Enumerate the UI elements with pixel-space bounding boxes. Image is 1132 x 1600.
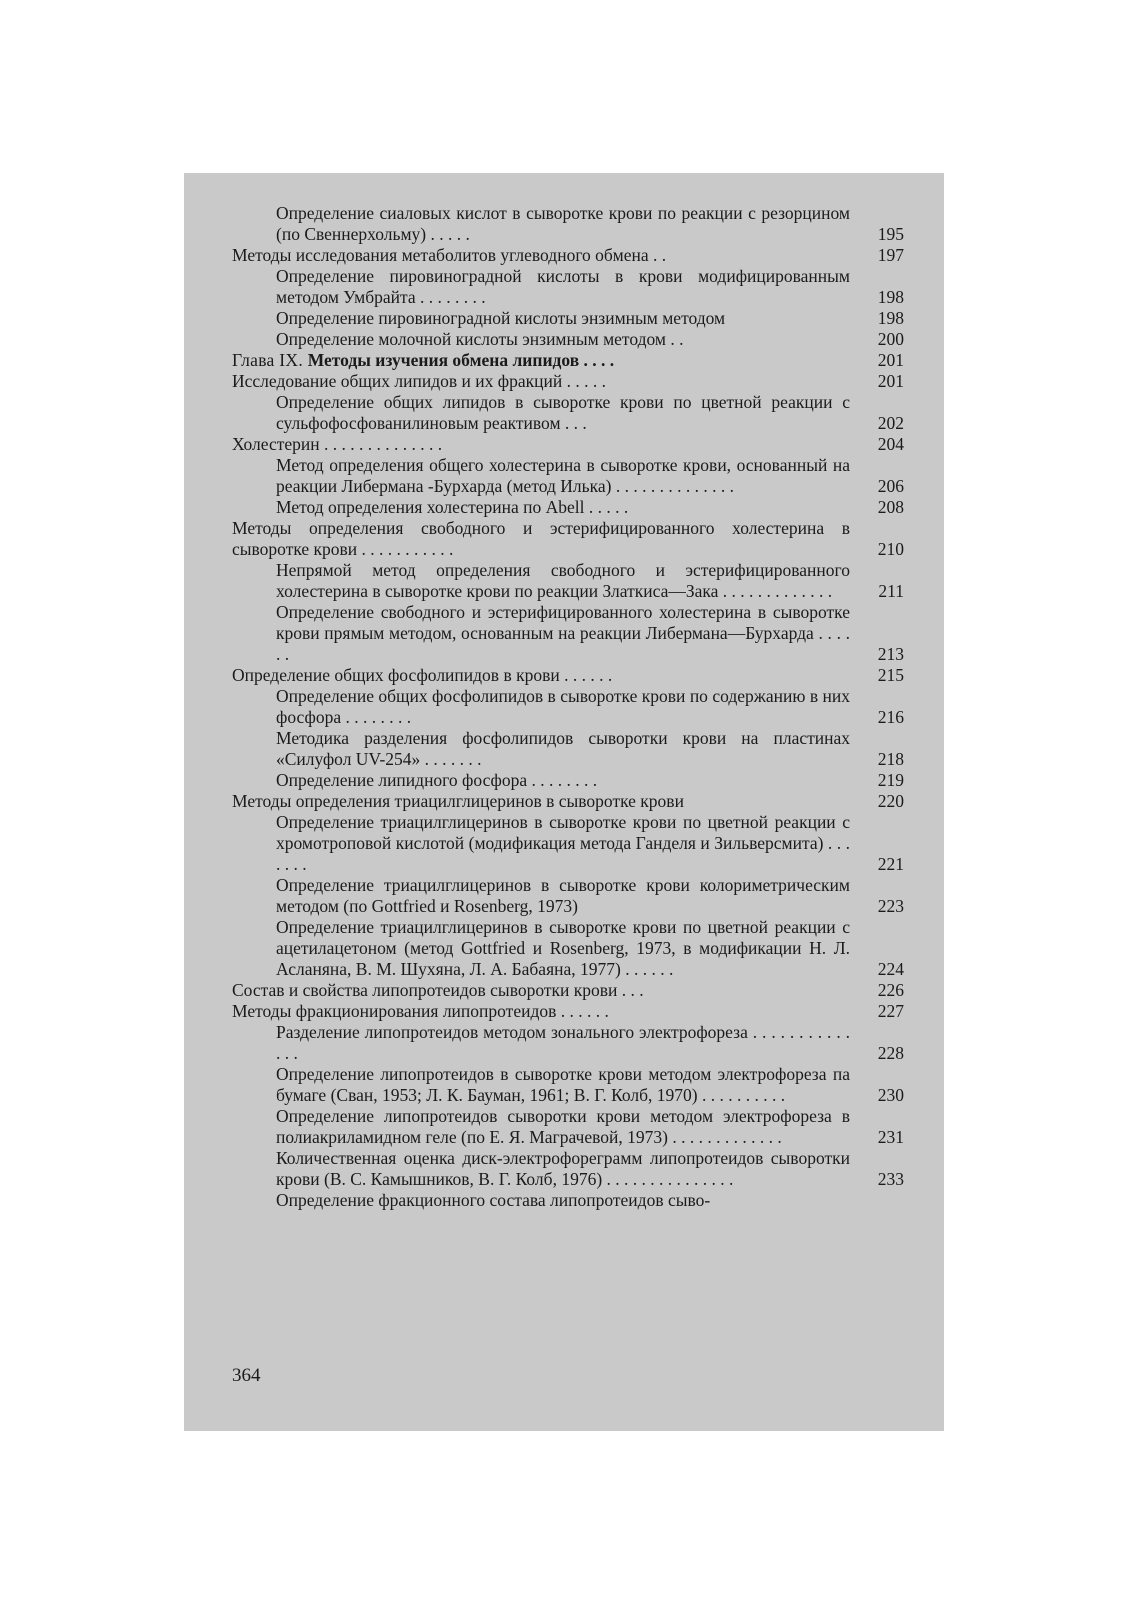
toc-entry-page: 201: [877, 371, 904, 391]
toc-entry-title: Определение молочной кислоты энзимным методом . .: [276, 329, 684, 349]
toc-entry-title: Определение триацилглицеринов в сыворотке крови колориметрическим методом (по Gottfried и Rosenberg, 1973): [276, 875, 850, 916]
toc-entry-title: Непрямой метод определения свободного и эстерифицированного холестерина в сыворотке крови по реакции Златкиса—Зака . . . . . . . . . . . . .: [276, 560, 850, 601]
toc-entry-page: 233: [877, 1169, 904, 1189]
toc-entry-title: Определение фракционного состава липопротеидов сыво-: [276, 1190, 711, 1210]
toc-entry-page: 228: [877, 1043, 904, 1063]
toc-entry-page: 195: [877, 224, 904, 244]
toc-entry-page: 213: [877, 644, 904, 664]
toc-entry-title: Определение пировиноградной кислоты энзимным методом: [276, 308, 726, 328]
toc-entry: [232, 791, 904, 812]
toc-entry-title: Методы определения свободного и эстерифицированного холестерина в сыворотке крови . . . . . . . . . . .: [232, 518, 850, 559]
toc-entry-title: Состав и свойства липопротеидов сыворотки крови . . .: [232, 980, 644, 1000]
toc-entry-page: 218: [877, 749, 904, 769]
toc-entry-title: Методы определения триацилглицеринов в сыворотке крови: [232, 791, 684, 811]
table-of-contents: [232, 203, 904, 1211]
toc-entry: [232, 266, 904, 308]
toc-entry-page: 197: [877, 245, 904, 265]
toc-entry-page: 208: [877, 497, 904, 517]
page-number: 364: [232, 1365, 261, 1386]
toc-entry: [232, 560, 904, 602]
toc-entry-page: 231: [877, 1127, 904, 1147]
toc-entry: [232, 308, 904, 329]
toc-entry-page: 223: [877, 896, 904, 916]
toc-entry: [232, 917, 904, 980]
toc-entry-title: Методы фракционирования липопротеидов . . . . . .: [232, 1001, 609, 1021]
toc-entry-title: Определение липидного фосфора . . . . . . . .: [276, 770, 598, 790]
toc-entry: [232, 1148, 904, 1190]
toc-entry: [232, 665, 904, 686]
toc-entry-title: Определение триацилглицеринов в сыворотке крови по цветной реакции с хромотроповой кислотой (модификация метода Ганделя и Зильверсмита) . . . . . . .: [276, 812, 850, 874]
toc-entry-title: Методика разделения фосфолипидов сыворотки крови на пластинах «Силуфол UV-254» . . . . . . .: [276, 728, 850, 769]
toc-entry-title: Исследование общих липидов и их фракций . . . . .: [232, 371, 606, 391]
toc-entry: [232, 812, 904, 875]
toc-entry-page: 215: [877, 665, 904, 685]
toc-entry: [232, 245, 904, 266]
toc-entry-title: Определение общих фосфолипидов в крови . . . . . .: [232, 665, 613, 685]
toc-entry: [232, 770, 904, 791]
toc-entry: [232, 203, 904, 245]
toc-entry-page: 230: [877, 1085, 904, 1105]
toc-entry: [232, 686, 904, 728]
toc-entry: [232, 392, 904, 434]
toc-entry-title: Количественная оценка диск-электрофореграмм липопротеидов сыворотки крови (В. С. Камышников, В. Г. Колб, 1976) . . . . . . . . . . . . . . .: [276, 1148, 850, 1189]
toc-entry-page: 211: [878, 581, 904, 601]
toc-entry-page: 198: [877, 308, 904, 328]
toc-entry-page: 220: [877, 791, 904, 811]
toc-entry: [232, 518, 904, 560]
toc-entry: [232, 434, 904, 455]
toc-entry-title: Определение общих фосфолипидов в сыворотке крови по содержанию в них фосфора . . . . . . . .: [276, 686, 850, 727]
toc-entry-title: Определение общих липидов в сыворотке крови по цветной реакции с сульфофосфованилиновым реактивом . . .: [276, 392, 850, 433]
toc-entry-title: Определение свободного и эстерифицированного холестерина в сыворотке крови прямым методом, основанным на реакции Либермана—Бурхарда . . . . . .: [276, 602, 850, 664]
toc-entry-page: 221: [877, 854, 904, 874]
chapter-label: Глава IX.: [232, 350, 304, 370]
toc-entry-title: Определение триацилглицеринов в сыворотке крови по цветной реакции с ацетилацетоном (метод Gottfried и Rosenberg, 1973, в модификации Н. Л. Асланяна, В. М. Шухяна, Л. А. Бабаяна, 1977) . . . . . .: [276, 917, 850, 979]
toc-entry-page: 210: [877, 539, 904, 559]
toc-entry: [232, 728, 904, 770]
toc-entry-page: 224: [877, 959, 904, 979]
toc-entry: [232, 602, 904, 665]
book-page: [184, 173, 944, 1431]
toc-entry: [232, 980, 904, 1001]
toc-entry-page: 204: [877, 434, 904, 454]
toc-entry-title: Холестерин . . . . . . . . . . . . . .: [232, 434, 443, 454]
toc-entry: [232, 1022, 904, 1064]
toc-entry-title: Определение пировиноградной кислоты в крови модифицированным методом Умбрайта . . . . . . . .: [276, 266, 850, 307]
toc-entry-title: Метод определения общего холестерина в сыворотке крови, основанный на реакции Либермана -Бурхарда (метод Илька) . . . . . . . . . . . . . .: [276, 455, 850, 496]
toc-entry-page: 200: [877, 329, 904, 349]
toc-entry: [232, 1064, 904, 1106]
toc-entry: [232, 497, 904, 518]
toc-entry-title: Определение липопротеидов в сыворотке крови методом электрофореза па бумаге (Сван, 1953; Л. К. Бауман, 1961; В. Г. Колб, 1970) . . . . . . . . . .: [276, 1064, 850, 1105]
toc-entry-title: Методы исследования метаболитов углеводного обмена . .: [232, 245, 667, 265]
toc-entry-page: 206: [877, 476, 904, 496]
toc-entry-page: 227: [877, 1001, 904, 1021]
toc-entry: [232, 875, 904, 917]
toc-entry-page: 202: [877, 413, 904, 433]
toc-entry-page: 219: [877, 770, 904, 790]
toc-entry: [232, 1190, 904, 1211]
toc-entry-page: 198: [877, 287, 904, 307]
toc-entry-page: 226: [877, 980, 904, 1000]
toc-entry: [232, 455, 904, 497]
chapter-heading: [232, 350, 904, 371]
toc-entry-page: 201: [877, 350, 904, 370]
toc-entry: [232, 329, 904, 350]
chapter-title: Методы изучения обмена липидов . . . .: [307, 350, 615, 370]
toc-entry: [232, 1001, 904, 1022]
toc-entry-title: Определение сиаловых кислот в сыворотке крови по реакции с резорцином (по Свеннерхольму) . . . . .: [276, 203, 850, 244]
toc-entry: [232, 1106, 904, 1148]
toc-entry: [232, 371, 904, 392]
toc-entry-title: [232, 350, 850, 371]
toc-entry-title: Разделение липопротеидов методом зонального электрофореза . . . . . . . . . . . . . .: [276, 1022, 850, 1063]
toc-entry-title: Определение липопротеидов сыворотки крови методом электрофореза в полиакриламидном геле (по Е. Я. Маграчевой, 1973) . . . . . . . . . . . . .: [276, 1106, 850, 1147]
toc-entry-title: Метод определения холестерина по Abell . . . . .: [276, 497, 629, 517]
toc-entry-page: 216: [877, 707, 904, 727]
